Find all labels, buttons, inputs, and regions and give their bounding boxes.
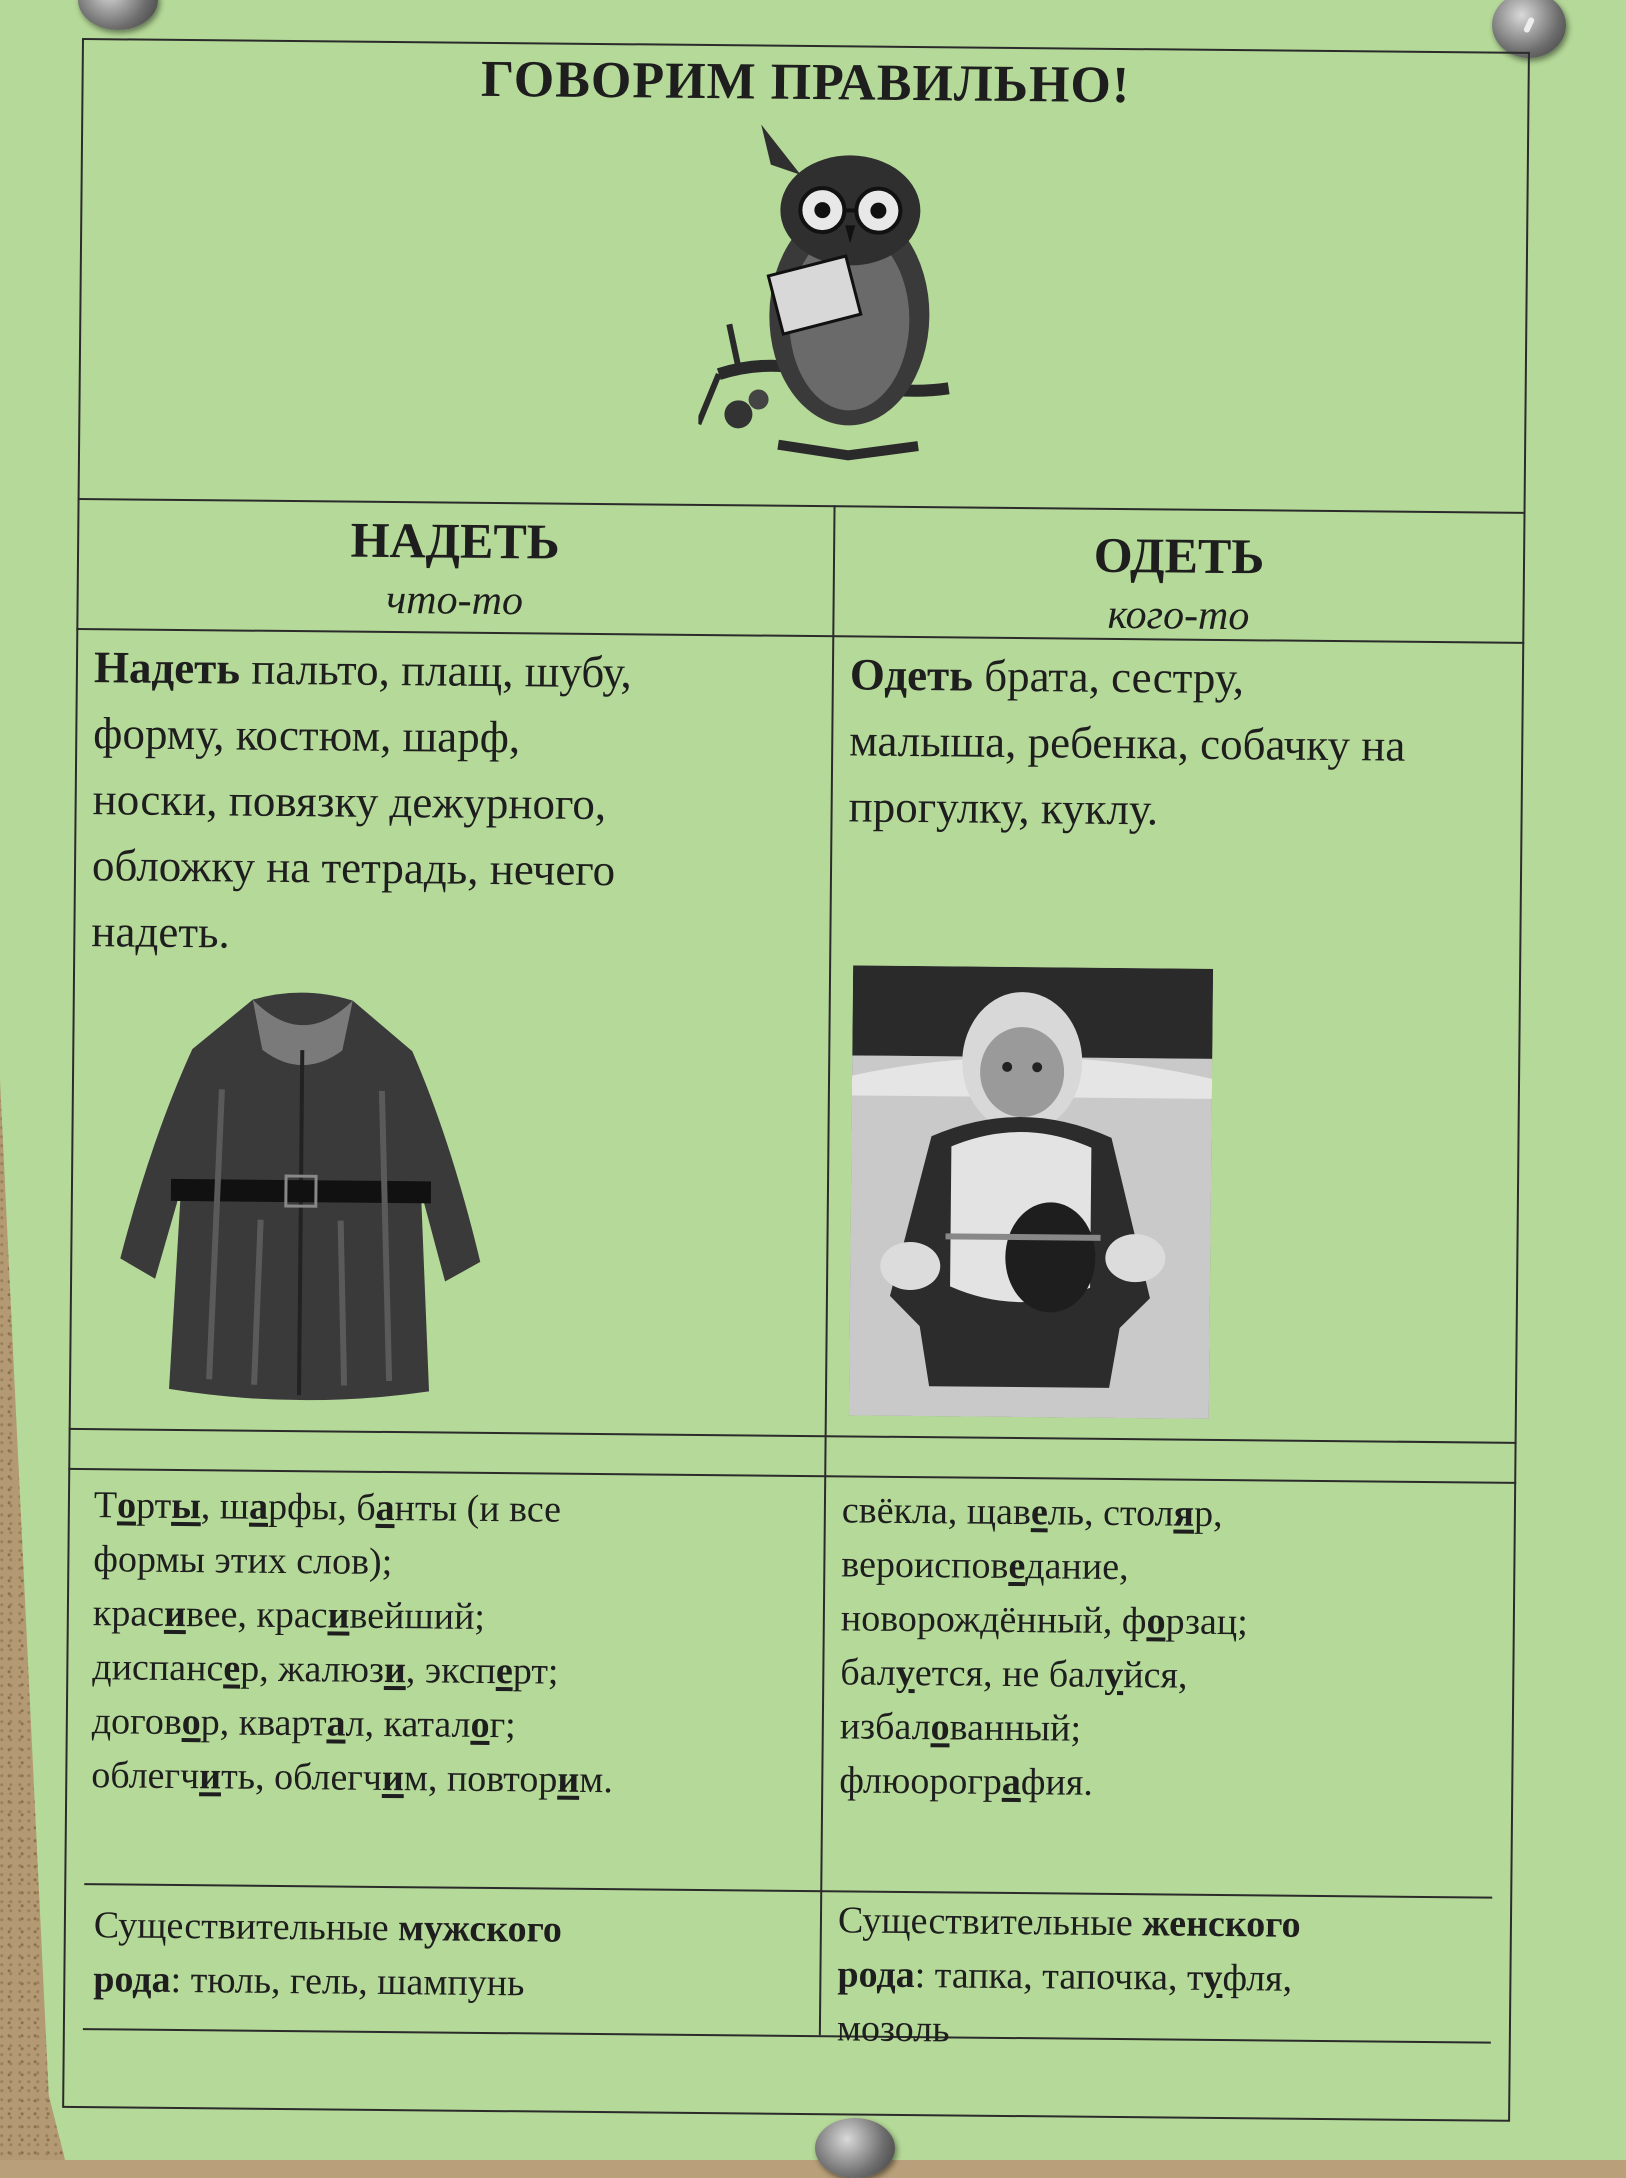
text-fragment: вее, крас bbox=[185, 1593, 328, 1637]
text-fragment: м, повтор bbox=[403, 1757, 558, 1801]
right-example-bold: Одеть bbox=[849, 649, 974, 701]
stressed-letter: о bbox=[116, 1484, 137, 1527]
text-fragment: рт bbox=[135, 1484, 172, 1527]
fur-coat-image bbox=[109, 988, 493, 1412]
stress-line bbox=[842, 1483, 1512, 1543]
bold-fragment: мужского bbox=[397, 1907, 563, 1951]
text-fragment: рзац; bbox=[1165, 1600, 1248, 1644]
text-fragment: ть, облегч bbox=[220, 1755, 383, 1799]
stressed-letter: и bbox=[381, 1756, 405, 1800]
stressed-letter: е bbox=[1008, 1544, 1026, 1588]
text-fragment: диспанс bbox=[92, 1646, 224, 1690]
text-fragment: нты (и все bbox=[394, 1487, 562, 1531]
text-fragment: догов bbox=[91, 1700, 182, 1744]
stressed-letter: о bbox=[930, 1706, 950, 1749]
stress-line bbox=[841, 1537, 1511, 1597]
stressed-letter: у bbox=[1203, 1956, 1223, 2000]
feminine-nouns-note bbox=[837, 1893, 1509, 2061]
text-fragment: рт; bbox=[512, 1650, 559, 1693]
pushpin-icon bbox=[815, 2118, 895, 2178]
text-fragment: вейший; bbox=[349, 1594, 486, 1638]
left-examples bbox=[91, 634, 824, 971]
page-title: ГОВОРИМ ПРАВИЛЬНО! bbox=[480, 50, 1131, 115]
left-object-label: что-то bbox=[386, 576, 524, 625]
text-fragment: м. bbox=[579, 1758, 614, 1802]
text-fragment: фия. bbox=[1020, 1761, 1094, 1804]
text-fragment: йся, bbox=[1123, 1654, 1188, 1697]
text-fragment: л, катал bbox=[345, 1702, 471, 1746]
stressed-letter: а bbox=[326, 1702, 346, 1745]
left-example-line: обложку на тетрадь, нечего bbox=[91, 840, 616, 896]
text-fragment: ется, не бал bbox=[914, 1652, 1105, 1696]
stress-list-right bbox=[839, 1483, 1512, 1813]
stressed-letter: а bbox=[1001, 1760, 1022, 1804]
text-fragment: ль, стол bbox=[1047, 1491, 1174, 1535]
text-fragment: дание, bbox=[1025, 1545, 1129, 1589]
right-object-label: кого-то bbox=[1107, 591, 1250, 640]
stressed-letter: е bbox=[223, 1647, 241, 1690]
text-fragment: : тапка, тапочка, т bbox=[914, 1954, 1204, 1999]
stressed-letter: о bbox=[181, 1701, 201, 1744]
text-fragment: бал bbox=[840, 1651, 897, 1694]
stress-line bbox=[93, 1586, 818, 1647]
text-fragment: избал bbox=[839, 1705, 931, 1749]
left-example-line: надеть. bbox=[91, 906, 231, 958]
stress-line bbox=[841, 1591, 1511, 1651]
poster-frame bbox=[62, 38, 1530, 2122]
stress-line bbox=[92, 1640, 817, 1701]
stressed-letter: и bbox=[557, 1758, 580, 1801]
stress-line bbox=[840, 1699, 1510, 1759]
stress-line bbox=[91, 1748, 816, 1809]
stressed-letter: у bbox=[895, 1651, 916, 1695]
stressed-letter: а bbox=[375, 1486, 395, 1530]
stressed-letter: е bbox=[1030, 1491, 1049, 1534]
bold-fragment: рода bbox=[93, 1958, 171, 2001]
left-verb-heading: НАДЕТЬ bbox=[350, 511, 561, 570]
left-example-bold: Надеть bbox=[93, 642, 241, 694]
stress-line bbox=[839, 1753, 1509, 1813]
stressed-letter: е bbox=[495, 1650, 514, 1693]
stressed-letter: о bbox=[1146, 1600, 1166, 1643]
text-fragment: , ш bbox=[200, 1485, 250, 1528]
left-example-line: носки, повязку дежурного, bbox=[92, 774, 607, 830]
stress-list-left bbox=[91, 1478, 819, 1809]
text-fragment: крас bbox=[92, 1592, 165, 1635]
text-fragment: свёкла, щав bbox=[841, 1489, 1032, 1534]
text-fragment: Существительные bbox=[837, 1899, 1143, 1945]
left-example-line: пальто, плащ, шубу, bbox=[239, 643, 633, 698]
stress-line bbox=[94, 1478, 819, 1539]
text-fragment: г; bbox=[489, 1703, 516, 1747]
stressed-letter: и bbox=[327, 1594, 350, 1637]
text-fragment: Существительные bbox=[93, 1904, 399, 1950]
stressed-letter: о bbox=[470, 1703, 490, 1746]
text-fragment: , эксп bbox=[405, 1649, 497, 1693]
text-fragment: мозоль bbox=[836, 2007, 950, 2051]
stressed-letter: и bbox=[383, 1648, 407, 1692]
right-example-line: брата, сестру, bbox=[972, 650, 1245, 704]
stressed-letter: ы bbox=[171, 1484, 202, 1528]
right-verb-heading: ОДЕТЬ bbox=[1093, 526, 1265, 585]
right-example-line: прогулку, куклу. bbox=[848, 781, 1159, 835]
text-fragment: р, bbox=[1193, 1492, 1223, 1536]
text-fragment: флюорогр bbox=[839, 1759, 1003, 1803]
text-fragment: рфы, б bbox=[267, 1485, 376, 1529]
text-fragment: р, кварт bbox=[200, 1701, 327, 1745]
owl-with-book-icon bbox=[698, 124, 961, 466]
right-example-line: малыша, ребенка, собачку на bbox=[849, 715, 1406, 771]
stressed-letter: и bbox=[163, 1592, 187, 1636]
text-fragment: новорождённый, ф bbox=[840, 1597, 1147, 1643]
text-fragment: : тюль, гель, шампунь bbox=[170, 1958, 525, 2005]
text-fragment: Т bbox=[93, 1484, 118, 1527]
stress-line: формы этих слов); bbox=[93, 1538, 393, 1584]
stressed-letter: у bbox=[1104, 1653, 1124, 1697]
bold-fragment: женского bbox=[1141, 1902, 1301, 1946]
text-fragment: р, жалюз bbox=[239, 1647, 385, 1691]
stressed-letter: и bbox=[199, 1755, 222, 1798]
stress-line bbox=[840, 1645, 1510, 1705]
stressed-letter: я bbox=[1173, 1492, 1195, 1535]
text-fragment: ванный; bbox=[949, 1706, 1082, 1750]
masculine-nouns-note bbox=[93, 1898, 814, 2013]
text-fragment: облегч bbox=[91, 1754, 200, 1798]
bold-fragment: рода bbox=[837, 1953, 915, 1997]
right-examples bbox=[848, 641, 1522, 845]
text-fragment: вероиспов bbox=[841, 1543, 1009, 1587]
child-in-winter-coat-photo bbox=[849, 965, 1213, 1418]
left-example-line: форму, костюм, шарф, bbox=[93, 708, 521, 763]
text-fragment: фля, bbox=[1222, 1957, 1293, 2000]
stress-line bbox=[92, 1694, 817, 1755]
stressed-letter: а bbox=[248, 1485, 269, 1528]
